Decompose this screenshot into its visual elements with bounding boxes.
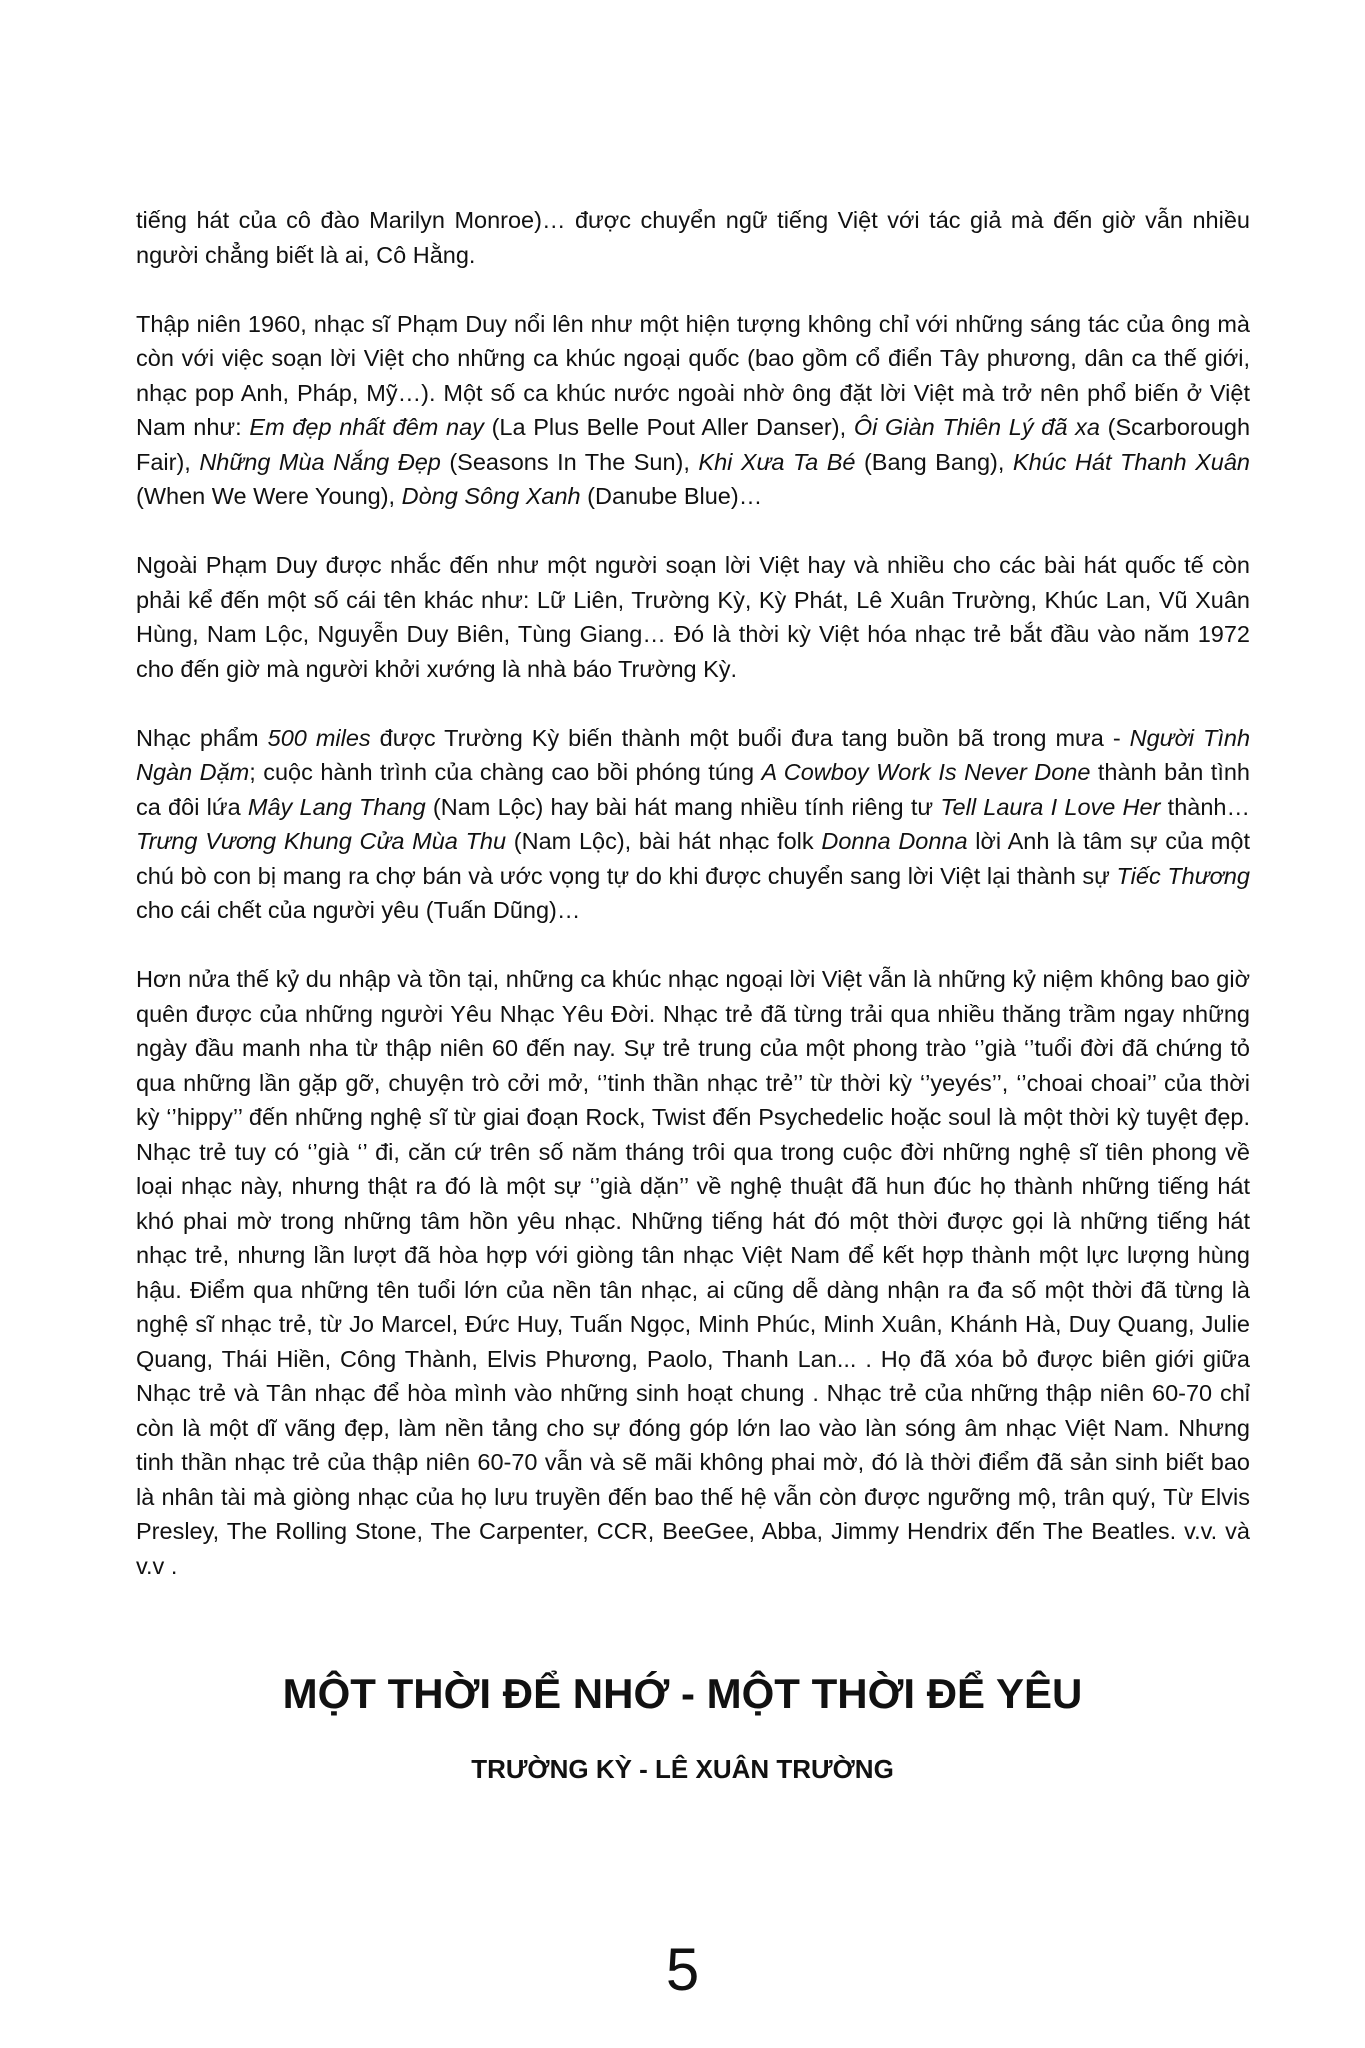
section-title: MỘT THỜI ĐỂ NHỚ - MỘT THỜI ĐỂ YÊU	[282, 1670, 1083, 1717]
text-run: (Danube Blue)…	[580, 483, 763, 509]
text-run: Thập niên 1960, nhạc sĩ Phạm Duy nổi lên như một hiện tượng không chỉ với những sáng tác của ông mà còn với việc soạn lời Việt cho những ca khúc ngoại quốc (bao gồm cổ điển Tây phương, dân ca thế giới, nhạc pop Anh, Pháp, Mỹ…). Một số ca khúc nước ngoài nhờ ông đặt lời Việt mà trở nên phổ biến ở Việt Nam như:	[136, 310, 1250, 440]
paragraph-5: Hơn nửa thế kỷ du nhập và tồn tại, những ca khúc nhạc ngoại lời Việt vẫn là những kỷ niệm không bao giờ quên được của những người Yêu Nhạc Yêu Đời. Nhạc trẻ đã từng trải qua nhiều thăng trầm ngay những ngày đầu manh nha từ thập niên 60 đến nay. Sự trẻ trung của một phong trào ‘’già ‘’tuổi đời đã chứng tỏ qua những lần gặp gỡ, chuyện trò cởi mở, ‘’tinh thần nhạc trẻ’’ từ thời kỳ ‘’yeyés’’, ‘’choai choai’’ của thời kỳ ‘’hippy’’ đến những nghệ sĩ từ giai đoạn Rock, Twist đến Psychedelic hoặc soul là một thời kỳ tuyệt đẹp. Nhạc trẻ tuy có ‘’già ‘’ đi, căn cứ trên số năm tháng trôi qua trong cuộc đời những nghệ sĩ tiên phong về loại nhạc này, nhưng thật ra đó là một sự ‘’già dặn’’ về nghệ thuật đã hun đúc họ thành những tiếng hát khó phai mờ trong những tâm hồn yêu nhạc. Những tiếng hát đó một thời được gọi là những tiếng hát nhạc trẻ, nhưng lần lượt đã hòa hợp với giòng tân nhạc Việt Nam để kết hợp thành một lực lượng hùng hậu. Điểm qua những tên tuổi lớn của nền tân nhạc, ai cũng dễ dàng nhận ra đa số một thời đã từng là nghệ sĩ nhạc trẻ, từ Jo Marcel, Đức Huy, Tuấn Ngọc, Minh Phúc, Minh Xuân, Khánh Hà, Duy Quang, Julie Quang, Thái Hiền, Công Thành, Elvis Phương, Paolo, Thanh Lan... . Họ đã xóa bỏ được biên giới giữa Nhạc trẻ và Tân nhạc để hòa mình vào những sinh hoạt chung . Nhạc trẻ của những thập niên 60-70 chỉ còn là một dĩ vãng đẹp, làm nền tảng cho sự đóng góp lớn lao vào làn sóng âm nhạc Việt Nam. Nhưng tinh thần nhạc trẻ của thập niên 60-70 vẫn và sẽ mãi không phai mờ, đó là thời điểm đã sản sinh biết bao là nhân tài mà giòng nhạc của họ lưu truyền đến bao thế hệ vẫn còn được ngưỡng mộ, trân quý, Từ Elvis Presley, The Rolling Stone, The Carpenter, CCR, BeeGee, Abba, Jimmy Hendrix đến The Beatles. v.v. và v.v .	[136, 966, 1250, 1579]
text-run: lời Anh là tâm sự của một chú bò con bị mang ra chợ bán và ước vọng tự do khi được chuyển sang lời Việt lại thành sự	[136, 828, 1250, 889]
paragraph-2	[136, 307, 1250, 514]
text-run: (When We Were Young),	[136, 483, 402, 509]
text-run: thành…	[1160, 793, 1250, 820]
song-title: A Cowboy Work Is Never Done	[761, 759, 1091, 785]
text-run: (Nam Lộc), bài hát nhạc folk	[506, 828, 822, 854]
song-title: Người Tình Ngàn Dặm	[136, 724, 1251, 785]
text-run: (Nam Lộc) hay bài hát mang nhiều tính riêng tư	[425, 793, 941, 820]
song-title: Mây Lang Thang	[247, 793, 426, 820]
section-author: TRƯỜNG KỲ - LÊ XUÂN TRƯỜNG	[471, 1754, 894, 1784]
text-run: (Seasons In The Sun),	[440, 448, 699, 475]
song-title: Tell Laura I Love Her	[940, 793, 1161, 820]
paragraph-4	[136, 721, 1250, 928]
song-title: Trưng Vương Khung Cửa Mùa Thu	[136, 828, 507, 854]
page-number: 5	[665, 1936, 700, 2003]
text-run: (La Plus Belle Pout Aller Danser),	[483, 414, 854, 440]
text-run: (Scarborough Fair),	[136, 414, 1251, 475]
song-title: Ôi Giàn Thiên Lý đã xa	[853, 414, 1100, 440]
paragraph-3: Ngoài Phạm Duy được nhắc đến như một người soạn lời Việt hay và nhiều cho các bài hát quốc tế còn phải kể đến một số cái tên khác như: Lữ Liên, Trường Kỳ, Kỳ Phát, Lê Xuân Trường, Khúc Lan, Vũ Xuân Hùng, Nam Lộc, Nguyễn Duy Biên, Tùng Giang… Đó là thời kỳ Việt hóa nhạc trẻ bắt đầu vào năm 1972 cho đến giờ mà người khởi xướng là nhà báo Trường Kỳ.	[136, 552, 1250, 682]
text-run: được Trường Kỳ biến thành một buổi đưa tang buồn bã trong mưa -	[370, 724, 1130, 751]
song-title: Tiếc Thương	[1116, 862, 1250, 889]
text-run: (Bang Bang),	[855, 448, 1013, 475]
song-title: Donna Donna	[821, 828, 968, 854]
song-title: Những Mùa Nắng Đẹp	[199, 448, 441, 475]
text-run: thành bản tình ca đôi lứa	[136, 759, 1250, 820]
song-title: Em đẹp nhất đêm nay	[249, 414, 484, 440]
text-run: cho cái chết của người yêu (Tuấn Dũng)…	[136, 897, 581, 923]
song-title: Khúc Hát Thanh Xuân	[1012, 448, 1250, 475]
text-run: Nhạc phẩm	[136, 724, 268, 751]
body-text	[136, 203, 1250, 1583]
paragraph-1: tiếng hát của cô đào Marilyn Monroe)… được chuyển ngữ tiếng Việt với tác giả mà đến giờ vẫn nhiều người chẳng biết là ai, Cô Hằng.	[136, 207, 1250, 268]
song-title: Khi Xưa Ta Bé	[698, 448, 856, 475]
song-title: Dòng Sông Xanh	[401, 483, 581, 509]
song-title: 500 miles	[267, 724, 371, 751]
text-run: ; cuộc hành trình của chàng cao bồi phóng túng	[249, 759, 762, 785]
